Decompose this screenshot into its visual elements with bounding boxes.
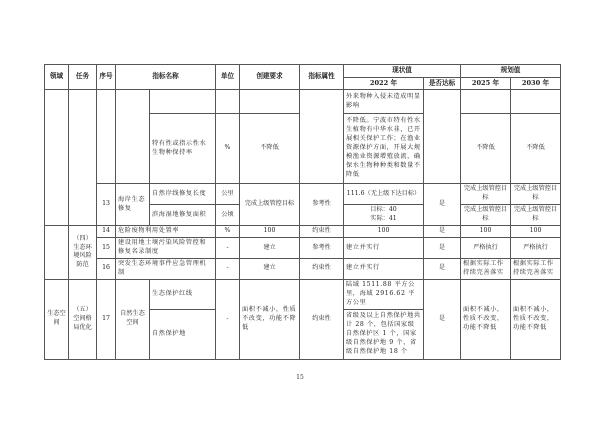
cell-2025-15: 严格执行 — [461, 238, 511, 259]
cell-current-13b — [344, 205, 424, 226]
cell-2030-17: 面积不减小，性质不改变，功能不降低 — [511, 279, 561, 359]
cell-seq-17: 17 — [97, 279, 116, 359]
cell-indicator-15: 建设用地土壤污染风险管控和修复名录制度 — [116, 238, 216, 259]
header-indicator: 指标名称 — [116, 65, 216, 90]
header-row-1 — [45, 65, 561, 78]
cell-unit-15: - — [216, 238, 240, 259]
header-attribute: 指标属性 — [300, 65, 344, 90]
cell-attr-13: 参考性 — [300, 184, 344, 226]
cell-task-5: （五）空间格局优化 — [69, 279, 97, 359]
current-13b-actual: 实际：41 — [370, 215, 397, 223]
cell-meets-cont — [424, 90, 461, 184]
cell-indicator-rare: 特有性或指示性水生物种保持率 — [150, 114, 216, 184]
cell-2025-16: 根据实际工作持续完善落实 — [461, 258, 511, 279]
cell-2030-13a: 完成上级管控目标 — [511, 184, 561, 205]
cell-domain-17: 生态空间 — [45, 279, 69, 359]
cell-unit-14: % — [216, 226, 240, 238]
table-row-15 — [45, 238, 561, 259]
cell-req-16: 建立 — [240, 258, 300, 279]
cell-req-17: 面积不减小，性质不改变，功能不降低 — [240, 279, 300, 359]
indicator-table — [44, 64, 561, 360]
header-current-year: 2022 年 — [344, 77, 424, 90]
cell-2025-cont — [461, 90, 511, 114]
cell-attr-16: 约束性 — [300, 258, 344, 279]
cell-unit-13b: 公顷 — [216, 205, 240, 226]
cell-req-rare: 不降低 — [240, 114, 300, 184]
cell-attr-cont — [300, 90, 344, 184]
cell-req-14: 100 — [240, 226, 300, 238]
header-task: 任务 — [69, 65, 97, 90]
cell-req-15: 建立 — [240, 238, 300, 259]
cell-current-rare: 不降低。宁波市特有性水生植物有中华水韭，已开展相关保护工作；在渔业资源保护方面，开展大规模渔业资源增殖放流，确保水生物种种类和数量不降低 — [344, 114, 424, 184]
header-seq: 序号 — [97, 65, 116, 90]
cell-group-13: 海岸生态修复 — [116, 184, 150, 226]
cell-current-17a: 陆域 1511.88 平方公里，海域 2916.62 平方公里 — [344, 279, 424, 309]
cell-current-15: 建立并实行 — [344, 238, 424, 259]
cell-sub-13a: 自然岸线修复长度 — [150, 184, 216, 205]
cell-indicator-14: 危险废物利用处置率 — [116, 226, 216, 238]
cell-group-cont — [116, 90, 150, 184]
table-row-16 — [45, 258, 561, 279]
header-current: 现状值 — [344, 65, 461, 78]
cell-seq-cont — [97, 90, 116, 184]
header-requirement: 创建要求 — [240, 65, 300, 90]
cell-meets-13: 是 — [424, 184, 461, 226]
cell-sub-13b: 滨海湿地修复面积 — [150, 205, 216, 226]
cell-meets-16: 是 — [424, 258, 461, 279]
cell-attr-15: 参考性 — [300, 238, 344, 259]
cell-meets-14: 是 — [424, 226, 461, 238]
cell-2025-14: 100 — [461, 226, 511, 238]
cell-meets-17: 是 — [424, 279, 461, 359]
page-number: 15 — [296, 374, 304, 381]
cell-2030-14: 100 — [511, 226, 561, 238]
cell-seq-15: 15 — [97, 238, 116, 259]
cell-attr-14: 约束性 — [300, 226, 344, 238]
cell-2030-13b: 完成上级管控目标 — [511, 205, 561, 226]
cell-2025-13b: 完成上级管控目标 — [461, 205, 511, 226]
cell-2025-13a: 完成上级管控目标 — [461, 184, 511, 205]
cell-current-16: 建立并实行 — [344, 258, 424, 279]
cell-current-17b: 省级及以上自然保护地共计 28 个，包括国家级自然保护区 1 个，国家级自然保护地 9 个，省级自然保护地 18 个 — [344, 309, 424, 359]
header-meets: 是否达标 — [424, 77, 461, 90]
cell-req-13: 完成上级管控目标 — [240, 184, 300, 226]
cell-task-cont — [69, 90, 97, 226]
cell-indicator-16: 突发生态环境事件应急管理机制 — [116, 258, 216, 279]
cell-2030-cont — [511, 90, 561, 114]
cell-unit-16: - — [216, 258, 240, 279]
cell-sub-17a: 生态保护红线 — [150, 279, 216, 309]
header-2030: 2030 年 — [511, 77, 561, 90]
cell-current-13a: 111.6（无上级下达目标） — [344, 184, 424, 205]
cell-attr-17: 约束性 — [300, 279, 344, 359]
cell-meets-15: 是 — [424, 238, 461, 259]
cell-unit-rare: % — [216, 114, 240, 184]
cell-unit-cont — [216, 90, 240, 114]
table-row-14 — [45, 226, 561, 238]
cell-sub-17b: 自然保护地 — [150, 309, 216, 359]
header-unit: 单位 — [216, 65, 240, 90]
header-domain: 领域 — [45, 65, 69, 90]
cell-group-17: 自然生态空间 — [116, 279, 150, 359]
cell-unit-17: - — [216, 279, 240, 359]
cell-2025-17: 面积不减小，性质不改变，功能不降低 — [461, 279, 511, 359]
cell-seq-14: 14 — [97, 226, 116, 238]
cell-seq-16: 16 — [97, 258, 116, 279]
cell-2030-rare: 不降低 — [511, 114, 561, 184]
cell-domain-cont — [45, 90, 69, 226]
cell-unit-13a: 公里 — [216, 184, 240, 205]
table-row-invasive — [45, 90, 561, 114]
cell-2030-16: 根据实际工作持续完善落实 — [511, 258, 561, 279]
cell-2030-15: 严格执行 — [511, 238, 561, 259]
cell-task-4: （四）生态环境风险防范 — [69, 226, 97, 280]
cell-current-14: 100 — [344, 226, 424, 238]
table-row-17a — [45, 279, 561, 309]
cell-current-invasive: 外来物种入侵未造成明显影响 — [344, 90, 424, 114]
cell-2025-rare: 不降低 — [461, 114, 511, 184]
cell-indicator-cont — [150, 90, 216, 114]
cell-seq-13: 13 — [97, 184, 116, 226]
current-13b-target: 目标：40 — [370, 206, 397, 214]
cell-domain-empty — [45, 226, 69, 280]
cell-req-cont — [240, 90, 300, 114]
header-2025: 2025 年 — [461, 77, 511, 90]
table-row-13a — [45, 184, 561, 205]
header-planned: 规划值 — [461, 65, 561, 78]
